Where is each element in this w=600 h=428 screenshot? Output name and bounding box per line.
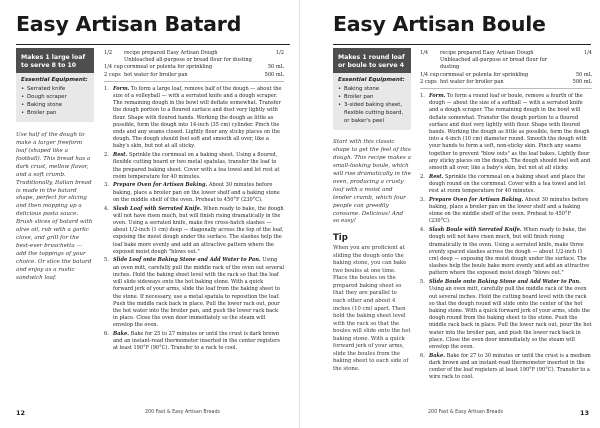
ingredient-divider xyxy=(104,81,284,82)
step-item xyxy=(104,257,284,329)
step-text: About 30 minutes before baking, place a broiler pan on the lower shelf and a baking stone on the middle shelf of the oven. Preheat to 450°F (230°C). xyxy=(429,196,589,225)
step-title: Slash Loaf with Serrated Knife. xyxy=(113,205,202,212)
ingredient-metric: 1/4 xyxy=(583,50,592,56)
yield-text: Makes 1 round loaf or boule to serve 4 xyxy=(338,54,405,70)
step-number: 1. xyxy=(420,93,425,100)
page-number: 12 xyxy=(16,409,26,417)
equipment-item: • 3-sided baking sheet, flexible cutting board, or baker's peel xyxy=(338,101,406,125)
ingredient-name: cornmeal or polenta for sprinkling xyxy=(440,71,529,78)
tip-heading: Tip xyxy=(333,233,348,244)
step-item xyxy=(420,174,592,196)
recipe-body xyxy=(420,50,592,383)
step-item xyxy=(104,152,284,181)
step-item xyxy=(420,353,592,382)
ingredient-metric: 50 mL xyxy=(575,71,592,78)
step-text: Sprinkle the cornmeal on a baking sheet. Using a floured, flexible cutting board or two metal spatulas, transfer the loaf to the prepared baking sheet. Cover with a tea towel and let rest at room temperature for 40 minutes. xyxy=(113,152,280,180)
ingredient-metric: 50 mL xyxy=(267,64,284,71)
step-item xyxy=(420,197,592,226)
step-item xyxy=(420,279,592,351)
sidebar xyxy=(333,48,411,373)
equipment-item: • Baking stone xyxy=(338,85,406,93)
equipment-heading: Essential Equipment: xyxy=(338,77,405,84)
intro-text: Start with this classic shape to get the feel of this dough. This recipe makes a small-looking boule, which will rise dramatically in the oven, producing a crusty loaf with a moist and tender crumb, which four people can greedily consume. Delicious! And so easy! xyxy=(333,139,411,225)
step-number: 5. xyxy=(420,279,425,286)
step-text: Sprinkle the cornmeal on a baking sheet and place the dough round on the cornmeal. Cover with a tea towel and let rest at room temperature for 40 minutes. xyxy=(429,173,586,195)
step-text: Bake for 25 to 27 minutes or until the crust is dark brown and an instant-read thermometer inserted in the center registers at least 190°F (90°C). Transfer to a rack to cool. xyxy=(113,331,280,352)
step-text: To form a round loaf or boule, remove a fourth of the dough — about the size of a softball — with a serrated knife and a dough scraper. The remaining dough in the bowl will deflate somewhat. Transfer the dough portion to a floured surface and dust very lightly with flour. Shape with floured hands. Working the dough as little as possible, form the dough into a 4-inch (10 cm) diameter round. Smooth the dough with your hands to form a soft, non-sticky skin. Pinch any seams together to prevent "blow outs" as the loaf bakes. Lightly flour any sticky places on the dough. The dough should feel soft and smooth all over, like a baby's skin, but not at all sticky. xyxy=(429,93,591,172)
step-title: Prepare Oven for Artisan Baking. xyxy=(429,196,524,203)
step-number: 4. xyxy=(420,227,425,234)
equipment-box xyxy=(16,73,94,122)
step-number: 3. xyxy=(104,182,109,189)
ingredient-metric: 500 mL xyxy=(264,71,284,78)
step-number: 4. xyxy=(104,205,109,212)
ingredient-name: hot water for broiler pan xyxy=(440,78,504,85)
ingredient-list xyxy=(104,50,284,79)
running-footer: 200 Fast & Easy Artisan Breads xyxy=(428,410,504,415)
ingredient-row xyxy=(104,50,284,57)
ingredient-row xyxy=(104,57,284,64)
step-title: Form. xyxy=(429,93,446,100)
step-list xyxy=(420,93,592,381)
ingredient-list xyxy=(420,50,592,86)
ingredient-row xyxy=(104,72,284,79)
equipment-item: • Broiler pan xyxy=(338,93,406,101)
equipment-item: • Baking stone xyxy=(21,101,89,109)
step-text: Using an oven mitt, carefully pull the middle rack of the oven out several inches. Hold the cutting board level with the rack so that the dough round will slide onto the center of the hot baking stone. With a quick forward jerk of your arms, slide the dough round from the baking sheet to the stone. Push the middle rack back in place. Pull the lower rack out, pour the hot water into the broiler pan, and push the lower rack back in place. Close the oven door immediately so the steam will envelop the oven. xyxy=(429,286,592,350)
step-number: 6. xyxy=(420,352,425,359)
equipment-list xyxy=(338,85,406,126)
ingredient-metric: 500 mL xyxy=(572,78,592,85)
ingredient-row xyxy=(104,64,284,71)
step-text: About 30 minutes before baking, place a broiler pan on the lower shelf and a baking stone on the middle shelf of the oven. Preheat to 450°F (230°C). xyxy=(113,182,280,203)
ingredient-row xyxy=(420,79,592,86)
step-text: When ready to bake, the dough will not have risen much, but will finish rising dramatically in the oven. Using a serrated knife, make five cross-hatch slashes — about 1/2-inch (1 cm) deep — diagonally across the top of the loaf, exposing the moist dough under the surface. The slashes help the loaf bake more evenly and add an attractive pattern where the exposed moist dough "blows out." xyxy=(113,205,284,255)
step-text: Bake for 27 to 30 minutes or until the crust is a medium dark brown and an instant-read thermometer inserted in the center of the loaf registers at least 190°F (90°C). Transfer to a wire rack to cool. xyxy=(429,352,591,381)
tip-text: When you are proficient at sliding the dough onto the baking stone, you can bake two boules at one time. Place the boules on the prepared baking sheet so that they are parallel to each other and about 4 inches (10 cm) apart. Then hold the baking sheet level with the rack so that the boules will slide onto the hot baking stone. With a quick forward jerk of your arms, slide the boules from the baking sheet to each side of the stone. xyxy=(333,245,411,372)
ingredient-qty: 1/4 xyxy=(420,50,429,56)
equipment-item: • Serrated knife xyxy=(21,85,89,93)
yield-text: Makes 1 large loaf to serve 8 to 10 xyxy=(21,54,86,70)
step-number: 2. xyxy=(104,152,109,159)
step-text: To form a large loaf, remove half of the dough — about the size of a volleyball — with a serrated knife and a dough scraper. The remaining dough in the bowl will deflate somewhat. Transfer the dough portion to a floured surface and dust very lightly with flour. Shape with floured hands. Working the dough as little as possible, form the dough into 14-inch (35 cm) cylinder. Pinch the ends and any seams closed. Lightly flour any sticky places on the dough. The dough should feel soft and smooth all over, like a baby's skin, but not at all sticky. xyxy=(113,85,282,150)
step-list xyxy=(104,86,284,353)
ingredient-row xyxy=(420,57,592,71)
equipment-box xyxy=(333,73,411,130)
step-item xyxy=(104,86,284,151)
title-divider xyxy=(16,44,290,45)
step-number: 1. xyxy=(104,85,109,92)
step-title: Rest. xyxy=(113,152,128,159)
ingredient-qty: 1/4 cup xyxy=(104,64,124,71)
step-title: Slide Loaf onto Baking Stone and Add Water to Pan. xyxy=(113,257,261,264)
ingredient-qty: 1/4 cup xyxy=(420,71,440,78)
step-number: 3. xyxy=(420,196,425,203)
ingredient-name: Unbleached all-purpose or bread flour for dusting xyxy=(124,57,252,64)
step-title: Bake. xyxy=(113,331,130,338)
step-text: When ready to bake, the dough will not have risen much, but will finish rising dramatically in the oven. Using a serrated knife, make three evenly spaced slashes across the dough — about 1/2-inch (1 cm) deep — exposing the moist dough under the surface. The slashes help the boule bake more evenly and add an attractive pattern where the exposed moist dough "blows out." xyxy=(429,227,590,277)
ingredient-divider xyxy=(420,88,592,89)
sidebar xyxy=(16,48,94,283)
right-page xyxy=(300,0,600,428)
running-footer: 200 Fast & Easy Artisan Breads xyxy=(145,410,221,415)
step-title: Bake. xyxy=(429,352,446,359)
step-item xyxy=(104,206,284,256)
step-item xyxy=(104,182,284,204)
step-title: Slash Boule with Serrated Knife. xyxy=(429,227,522,234)
step-item xyxy=(104,331,284,353)
intro-text: Use half of the dough to make a larger freeform loaf (shaped like a football). This bread has a dark crust, mellow flavor, and a soft crumb. Traditionally, Italian bread is made in the batard shape, perfect for slicing and then mopping up a delicious pasta sauce. Brush slices of batard with olive oil, rub with a garlic clove, and grill for the best-ever bruschetta — add the toppings of your choice. Or slice the batard and enjoy as a rustic sandwich loaf. xyxy=(16,131,93,281)
ingredient-row xyxy=(420,50,592,57)
ingredient-qty: 2 cups xyxy=(420,78,437,85)
recipe-body xyxy=(104,50,284,354)
equipment-list xyxy=(21,85,89,117)
step-title: Prepare Oven for Artisan Baking. xyxy=(113,182,208,189)
step-number: 5. xyxy=(104,257,109,264)
step-item xyxy=(420,93,592,172)
ingredient-name: cornmeal or polenta for sprinkling xyxy=(124,64,213,71)
step-title: Slide Boule onto Baking Stone and Add Water to Pan. xyxy=(429,279,581,286)
ingredient-qty: 2 cups xyxy=(104,71,121,78)
ingredient-name: recipe prepared Easy Artisan Dough xyxy=(440,50,534,56)
ingredient-qty: 1/2 xyxy=(104,50,113,56)
title-divider xyxy=(333,44,591,45)
ingredient-row xyxy=(420,72,592,79)
yield-box xyxy=(16,48,94,73)
ingredient-name: recipe prepared Easy Artisan Dough xyxy=(124,50,218,56)
equipment-item: • Broiler pan xyxy=(21,109,89,117)
step-item xyxy=(420,227,592,277)
step-number: 2. xyxy=(420,173,425,180)
step-number: 6. xyxy=(104,331,109,338)
step-title: Rest. xyxy=(429,173,444,180)
step-text: Using an oven mitt, carefully pull the middle rack of the oven out several inches. Hold the baking sheet level with the rack so that the loaf will slide sideways onto the hot baking stone. With a quick forward jerk of your arms, slide the loaf from the baking sheet to the stone. If necessary, use a metal spatula to reposition the loaf. Push the middle rack back in place. Pull the lower rack out, pour the hot water into the broiler pan, and push the lower rack back in place. Close the oven door immediately so the steam will envelop the oven. xyxy=(113,257,284,329)
yield-box xyxy=(333,48,411,73)
ingredient-name: Unbleached all-purpose or bread flour for dusting xyxy=(440,57,548,71)
equipment-heading: Essential Equipment: xyxy=(21,77,88,84)
equipment-item: • Dough scraper xyxy=(21,93,89,101)
ingredient-metric: 1/2 xyxy=(275,50,284,56)
page-title: Easy Artisan Boule xyxy=(333,12,546,36)
page-number: 13 xyxy=(580,409,590,417)
step-title: Form. xyxy=(113,85,130,92)
page-title: Easy Artisan Batard xyxy=(16,12,242,36)
ingredient-name: hot water for broiler pan xyxy=(124,71,188,78)
